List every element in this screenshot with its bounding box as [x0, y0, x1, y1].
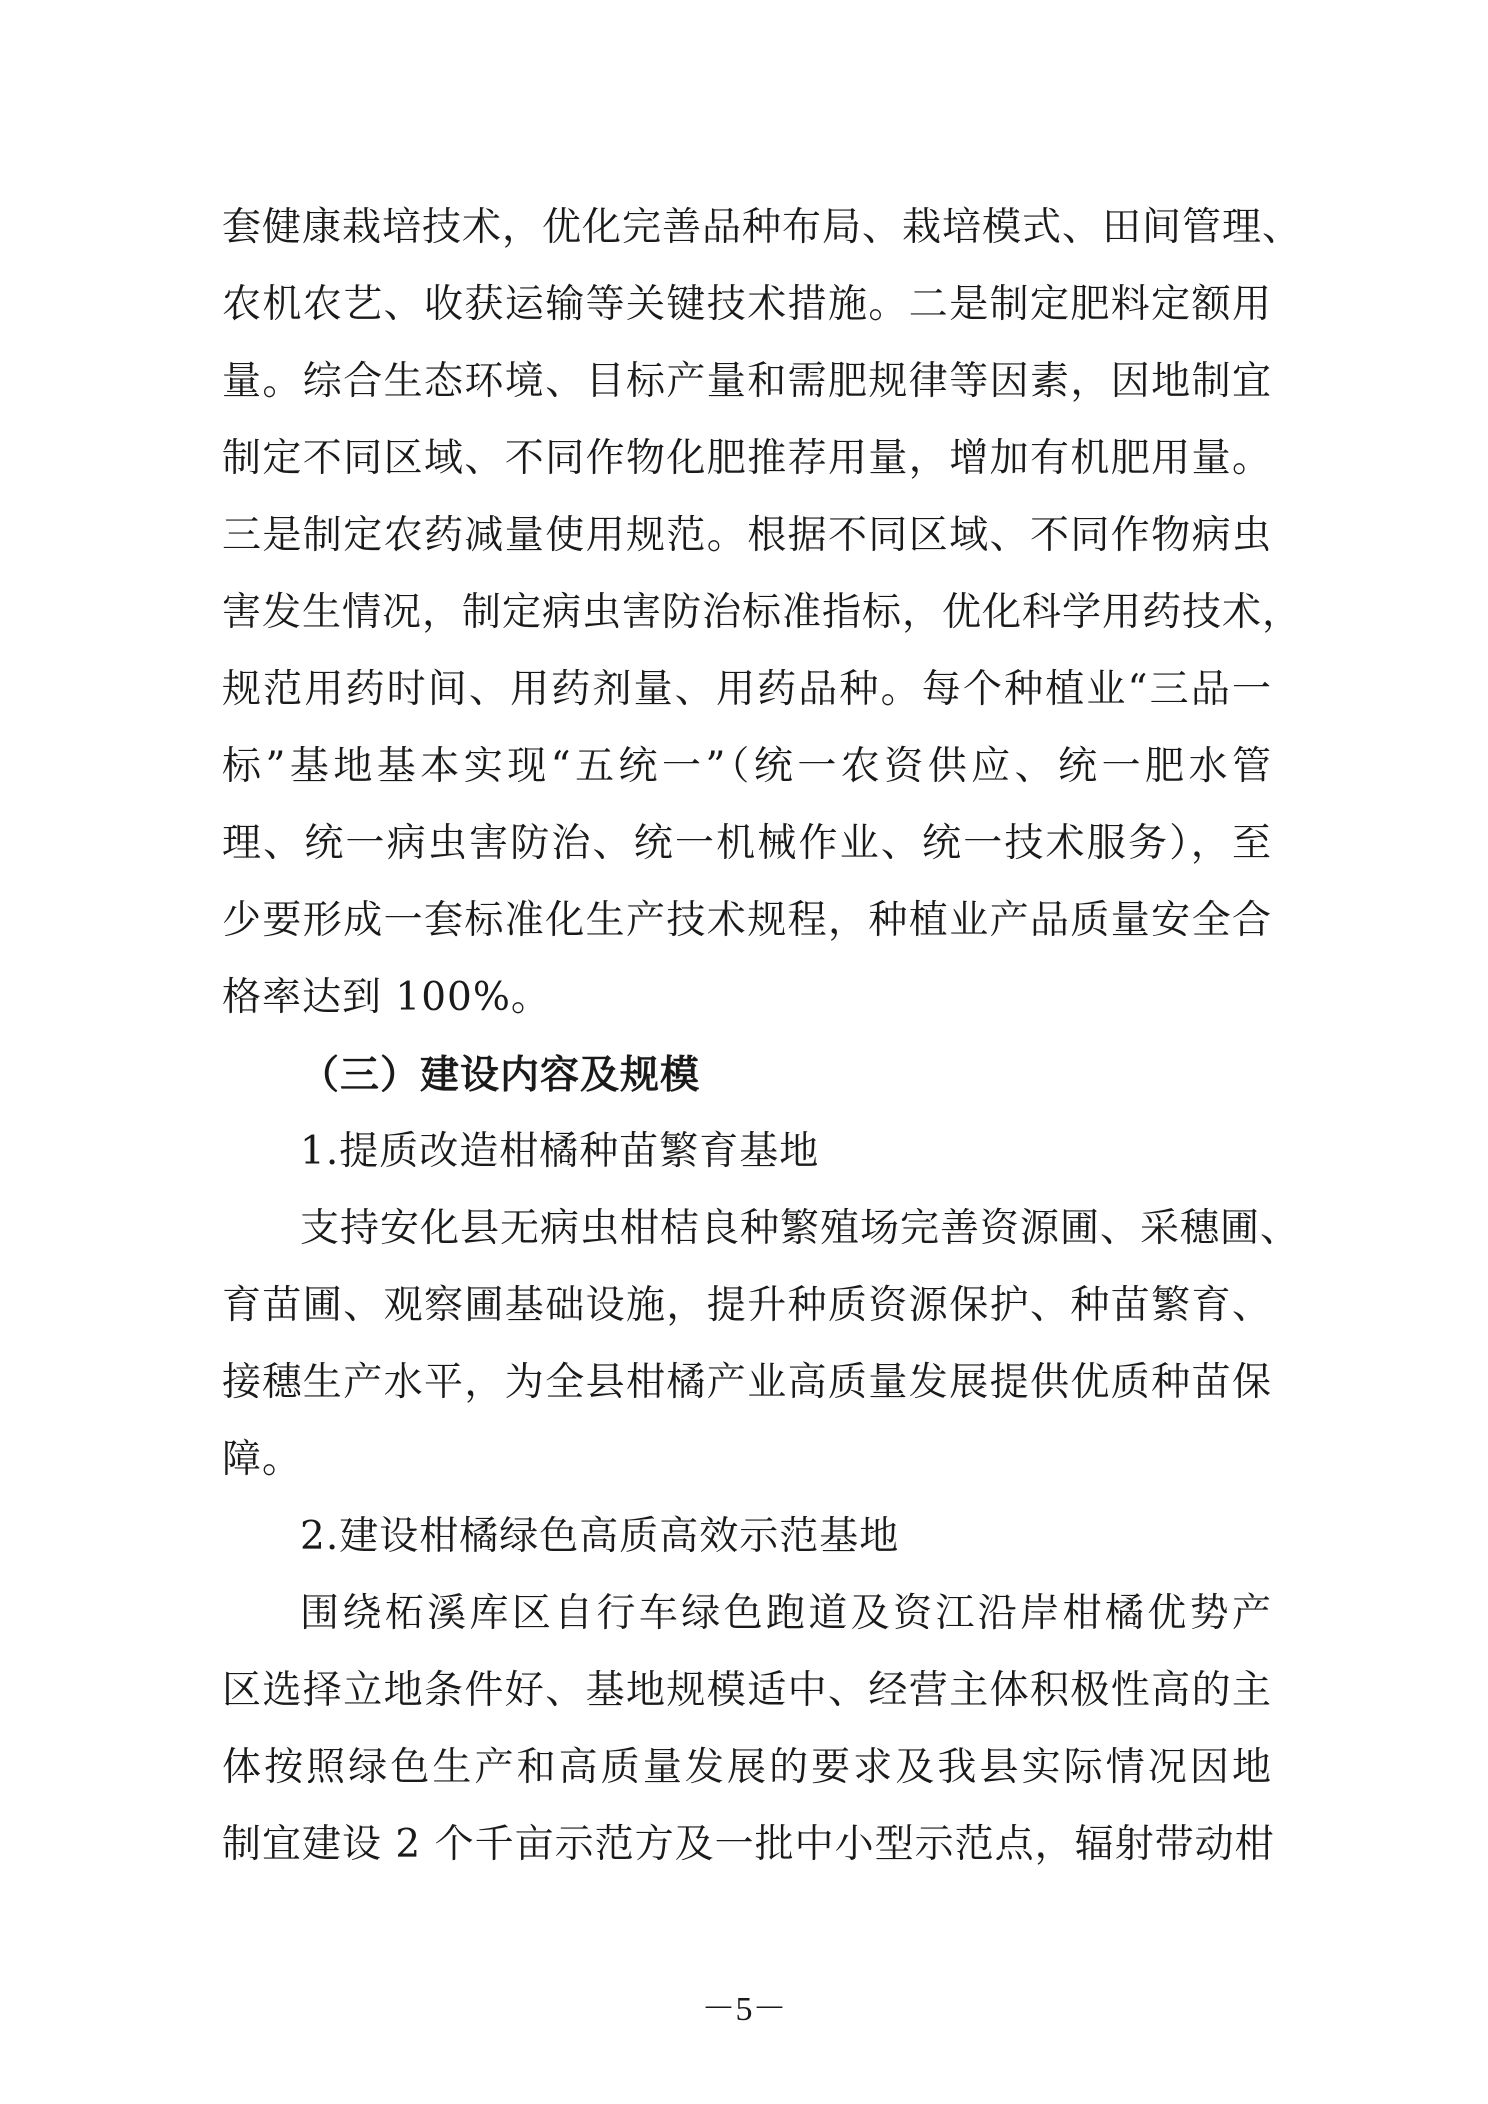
text-line-15: 育苗圃、观察圃基础设施，提升种质资源保护、种苗繁育、: [222, 1283, 1272, 1328]
text-line-19: 围绕柘溪库区自行车绿色跑道及资江沿岸柑橘优势产: [300, 1591, 1272, 1636]
text-line-2: 农机农艺、收获运输等关键技术措施。二是制定肥料定额用: [222, 282, 1272, 327]
text-line-4: 制定不同区域、不同作物化肥推荐用量，增加有机肥用量。: [222, 436, 1272, 481]
text-line-3: 量。综合生态环境、目标产量和需肥规律等因素，因地制宜: [222, 359, 1272, 404]
section-heading: （三）建设内容及规模: [300, 1052, 701, 1098]
text-line-5: 三是制定农药减量使用规范。根据不同区域、不同作物病虫: [222, 513, 1272, 558]
text-line-11: 格率达到 100%。: [222, 975, 551, 1020]
text-line-21: 体按照绿色生产和高质量发展的要求及我县实际情况因地: [222, 1745, 1272, 1790]
text-line-16: 接穗生产水平，为全县柑橘产业高质量发展提供优质种苗保: [222, 1360, 1272, 1405]
text-line-7: 规范用药时间、用药剂量、用药品种。每个种植业“三品一: [222, 667, 1272, 712]
text-line-17: 障。: [222, 1437, 303, 1482]
text-line-20: 区选择立地条件好、基地规模适中、经营主体积极性高的主: [222, 1668, 1272, 1713]
page-number: －5－: [701, 1991, 787, 2028]
text-line-1: 套健康栽培技术，优化完善品种布局、栽培模式、田间管理、: [222, 205, 1303, 250]
text-line-8: 标”基地基本实现“五统一”（统一农资供应、统一肥水管: [222, 744, 1272, 789]
text-line-6: 害发生情况，制定病虫害防治标准指标，优化科学用药技术，: [222, 590, 1303, 635]
text-line-10: 少要形成一套标准化生产技术规程，种植业产品质量安全合: [222, 898, 1272, 943]
text-line-9: 理、统一病虫害防治、统一机械作业、统一技术服务），至: [222, 821, 1272, 866]
subsection-heading-1: 1.提质改造柑橘种苗繁育基地: [300, 1129, 820, 1174]
text-line-22: 制宜建设 2 个千亩示范方及一批中小型示范点，辐射带动柑: [222, 1822, 1275, 1867]
subsection-heading-2: 2.建设柑橘绿色高质高效示范基地: [300, 1514, 900, 1559]
text-line-14: 支持安化县无病虫柑桔良种繁殖场完善资源圃、采穗圃、: [300, 1206, 1301, 1251]
